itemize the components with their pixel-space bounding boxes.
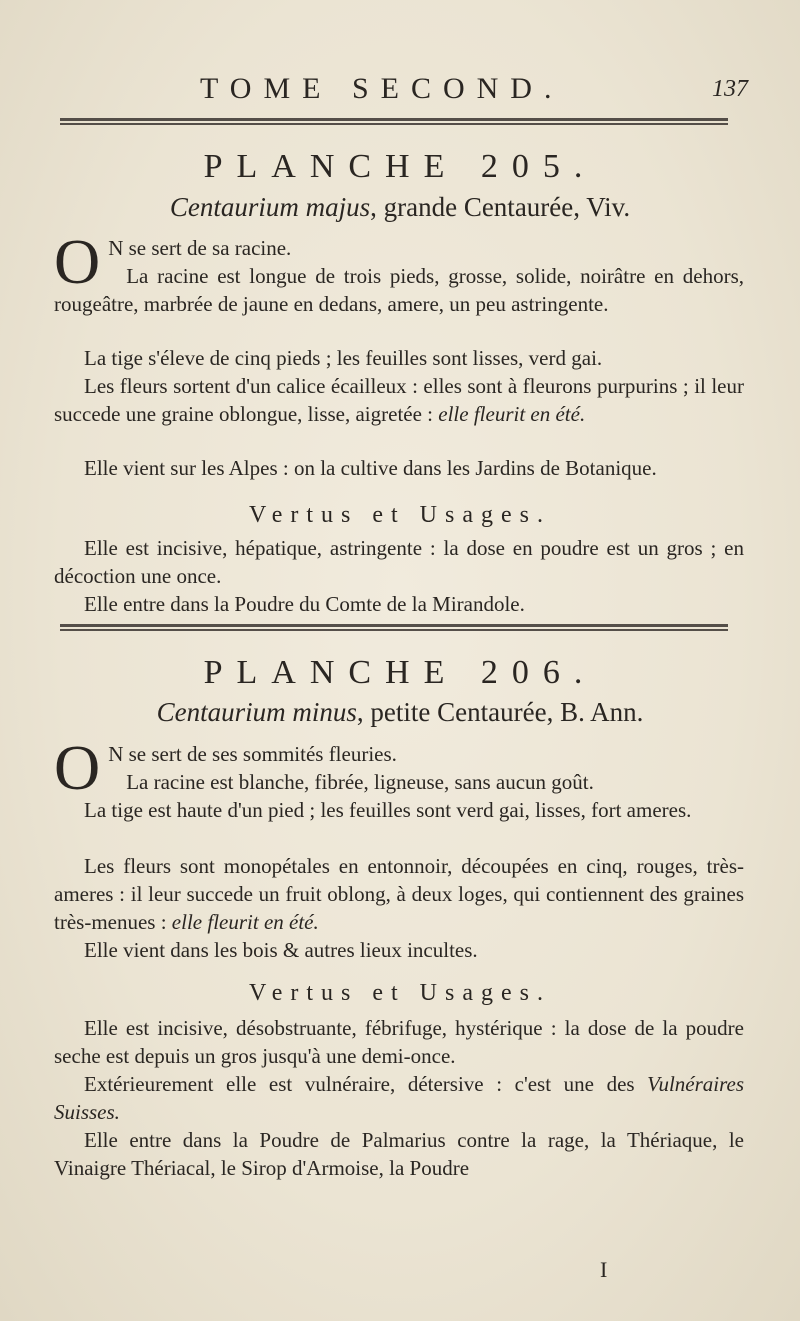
plate-205-paragraph-3: Les fleurs sortent d'un calice écailleux : elles sont à fleurons purpurins ; il leur succede une graine oblongue, lisse, aigretée : elle fleurit en été. — [54, 374, 744, 426]
plate-205-uses-2: Elle entre dans la Poudre du Comte de la Mirandole. — [84, 592, 525, 616]
plate-205-species — [0, 192, 800, 223]
plate-205-dropcap: O — [54, 226, 101, 297]
page-header — [0, 72, 800, 112]
plate-205-paragraph-1: O N se sert de sa racine. La racine est longue de trois pieds, grosse, solide, noirâtre en dehors, rougeâtre, marbrée de jaune en dedans, amere, un peu astringente. — [54, 226, 744, 316]
plate-206-dropcap: O — [54, 732, 101, 803]
plate-206-flowering-note: elle fleurit en été. — [171, 910, 319, 934]
plate-205-uses-heading: Vertus et Usages. — [249, 502, 551, 528]
plate-206-vulneraires-suisses: Vulnéraires Suisses. — [54, 1072, 744, 1124]
top-ornamental-rule — [60, 118, 728, 125]
plate-206-title: PLANCHE 206. — [203, 654, 597, 691]
plate-205-title: PLANCHE 205. — [203, 148, 597, 185]
plate-205-latin-name: Centaurium majus — [169, 192, 371, 222]
plate-206-paragraph-1: O N se sert de ses sommités fleuries. La racine est blanche, fibrée, ligneuse, sans aucun goût. — [54, 732, 594, 803]
plate-206-uses-2: Extérieurement elle est vulnéraire, détersive : c'est une des Vulnéraires Suisses. — [54, 1072, 744, 1124]
plate-206-paragraph-2: La tige est haute d'un pied ; les feuilles sont verd gai, lisses, fort ameres. — [84, 798, 692, 822]
plate-205-paragraph-2: La tige s'éleve de cinq pieds ; les feuilles sont lisses, verd gai. — [84, 346, 603, 370]
plate-206-species — [0, 697, 800, 728]
plate-206-latin-name: Centaurium minus — [156, 697, 357, 727]
page-number: 137 — [712, 76, 748, 102]
signature-mark: I — [600, 1257, 608, 1282]
plate-206-uses-heading: Vertus et Usages. — [249, 980, 551, 1006]
plate-206-uses-1: Elle est incisive, désobstruante, fébrifuge, hystérique : la dose de la poudre seche est depuis un gros jusqu'à une demi-once. — [54, 1016, 744, 1068]
plate-206-common-name: , petite Centaurée, B. Ann. — [356, 697, 644, 727]
plate-205-flowering-note: elle fleurit en été. — [438, 402, 586, 426]
plate-206-paragraph-3: Les fleurs sont monopétales en entonnoir, découpées en cinq, rouges, très-ameres : il leur succede un fruit oblong, à deux loges, qui contiennent des graines très-menues : elle fleurit en été. — [54, 854, 744, 934]
plate-205-uses-1: Elle est incisive, hépatique, astringente : la dose en poudre est un gros ; en décoction une once. — [54, 536, 744, 588]
plate-205-common-name: , grande Centaurée, Viv. — [370, 192, 631, 222]
plate-206-uses-3: Elle entre dans la Poudre de Palmarius contre la rage, la Thériaque, le Vinaigre Thériacal, le Sirop d'Armoise, la Poudre — [54, 1128, 744, 1180]
running-title: TOME SECOND. — [200, 72, 564, 105]
middle-ornamental-rule — [60, 624, 728, 631]
plate-206-paragraph-4: Elle vient dans les bois & autres lieux incultes. — [84, 938, 478, 962]
plate-205-paragraph-4: Elle vient sur les Alpes : on la cultive dans les Jardins de Botanique. — [84, 456, 657, 480]
